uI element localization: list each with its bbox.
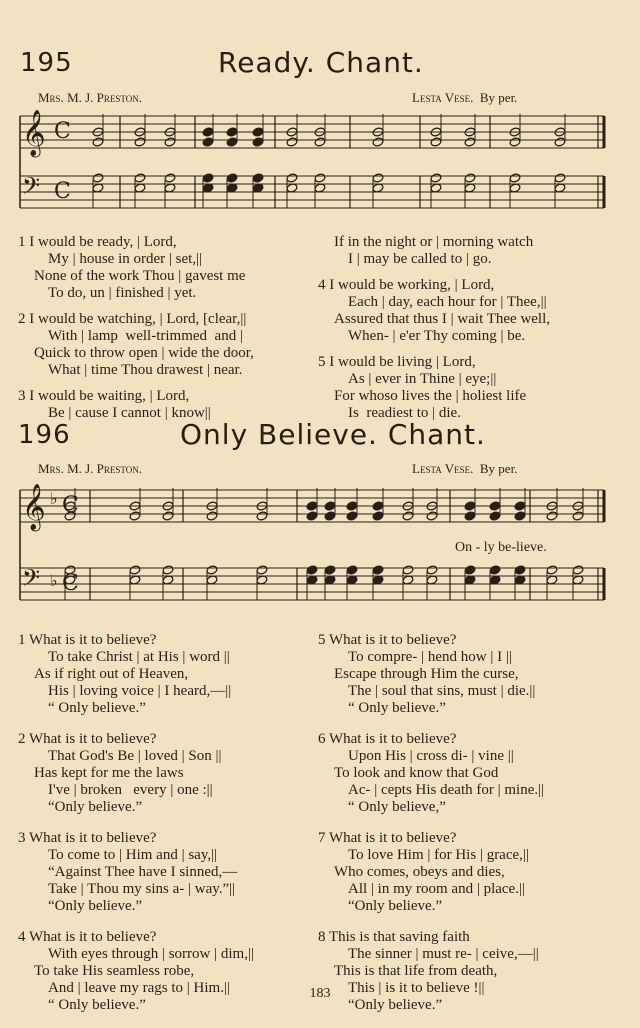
note-head [252, 173, 264, 183]
verse [318, 277, 550, 345]
note-head [226, 127, 238, 137]
verse-line: This | is it to believe !|| [348, 980, 485, 996]
verse-line: Who comes, obeys and dies, [334, 864, 505, 880]
note-head [546, 511, 558, 521]
verse-line: None of the work Thou | gavest me [34, 268, 246, 284]
verse-line: 1 I would be ready, | Lord, [18, 234, 177, 250]
note-head [514, 565, 526, 575]
note-head [346, 565, 358, 575]
treble-clef: 𝄞 [22, 484, 46, 530]
verse-line: 5 What is it to believe? [318, 632, 457, 648]
verse-line: My | house in order | set,|| [48, 251, 203, 267]
note-head [202, 137, 214, 147]
verse-line: “ Only believe.” [348, 700, 446, 716]
verse-line: If in the night or | morning watch [334, 234, 534, 250]
note-head [324, 511, 336, 521]
verse [18, 311, 254, 379]
verse-line: “Against Thee have I sinned,— [48, 864, 238, 880]
verse-line: “ Only believe.” [48, 700, 146, 716]
verse-line: Escape through Him the curse, [334, 666, 519, 682]
note-head [572, 565, 584, 575]
time-signature: C [62, 571, 79, 596]
note-head [509, 137, 521, 147]
verse-line: Has kept for me the laws [34, 765, 184, 781]
note-head [464, 565, 476, 575]
verse-line: 6 What is it to believe? [318, 731, 457, 747]
note-head [372, 501, 384, 511]
note-head [372, 511, 384, 521]
note-head [164, 137, 176, 147]
verse [18, 632, 254, 717]
verse [18, 234, 254, 302]
note-head [346, 501, 358, 511]
note-head [164, 173, 176, 183]
verse-line: 2 What is it to believe? [18, 731, 157, 747]
verse-line: That God's Be | loved | Son || [48, 748, 222, 764]
verse-line: Take | Thou my sins a- | way.”|| [48, 881, 236, 897]
bass-clef: 𝄢 [22, 172, 41, 205]
note-head [129, 565, 141, 575]
note-head [572, 511, 584, 521]
verse-line: 3 What is it to believe? [18, 830, 157, 846]
verse-line: “Only believe.” [48, 898, 143, 914]
note-head [426, 565, 438, 575]
verse-line: The | soul that sins, must | die.|| [348, 683, 536, 699]
verse-line: To look and know that God [334, 765, 499, 781]
flat-sign: ♭ [50, 573, 58, 590]
composer-credit: Lesta Vese. By per. [412, 461, 518, 476]
time-signature: C [54, 179, 71, 204]
note-head [92, 137, 104, 147]
verse-line: “Only believe.” [348, 898, 443, 914]
verse-line: I've | broken every | one :|| [48, 782, 213, 798]
note-head [489, 511, 501, 521]
note-head [286, 137, 298, 147]
time-signature: C [54, 119, 71, 144]
verse-line: To take Christ | at His | word || [48, 649, 230, 665]
note-head [314, 137, 326, 147]
verse-line: Assured that thus I | wait Thee well, [334, 311, 551, 327]
note-head [306, 511, 318, 521]
note-head [372, 565, 384, 575]
note-head [226, 137, 238, 147]
verse [318, 234, 550, 268]
verse-line: Is readiest to | die. [348, 405, 461, 421]
page-number: 183 [309, 986, 331, 1001]
verse-line: “ Only believe.” [48, 997, 146, 1013]
hymn-number: 195 [20, 48, 73, 78]
verse-line: “Only believe.” [348, 997, 443, 1013]
verse-line: 5 I would be living | Lord, [318, 354, 476, 370]
verse [318, 354, 550, 422]
note-head [92, 173, 104, 183]
note-head [134, 173, 146, 183]
note-head [464, 137, 476, 147]
verse-line: To come to | Him and | say,|| [48, 847, 218, 863]
note-head [346, 511, 358, 521]
verse-line: I | may be called to | go. [348, 251, 492, 267]
hymn-title: Only Believe. Chant. [180, 418, 486, 451]
verse-line: 3 I would be waiting, | Lord, [18, 388, 190, 404]
note-head [202, 173, 214, 183]
verse-line: To take His seamless robe, [34, 963, 195, 979]
verse [18, 830, 254, 915]
music-score [0, 106, 640, 224]
author-credit: Mrs. M. J. Preston. [38, 90, 143, 105]
verse-line: With | lamp well-trimmed and | [48, 328, 243, 344]
note-head [489, 501, 501, 511]
note-head [162, 511, 174, 521]
note-head [464, 511, 476, 521]
verse-line: 7 What is it to believe? [318, 830, 457, 846]
note-head [426, 511, 438, 521]
note-head [129, 511, 141, 521]
treble-clef: 𝄞 [22, 110, 46, 156]
note-head [324, 565, 336, 575]
verse-line: Quick to throw open | wide the door, [34, 345, 254, 361]
note-head [402, 511, 414, 521]
note-head [554, 137, 566, 147]
verse [18, 388, 254, 422]
note-head [162, 565, 174, 575]
bass-staff [20, 172, 604, 208]
treble-staff [20, 110, 604, 158]
verse-line: “ Only believe,” [348, 799, 446, 815]
note-head [489, 565, 501, 575]
verse-line: Ac- | cepts His death for | mine.|| [348, 782, 545, 798]
note-head [306, 565, 318, 575]
verse [318, 632, 544, 717]
note-head [546, 565, 558, 575]
note-head [372, 137, 384, 147]
time-signature: C [62, 493, 79, 518]
verse-line: When- | e'er Thy coming | be. [348, 328, 526, 344]
note-head [134, 137, 146, 147]
note-head [464, 173, 476, 183]
note-head [256, 565, 268, 575]
author-credit: Mrs. M. J. Preston. [38, 461, 143, 476]
note-head [252, 137, 264, 147]
verses-left [18, 632, 254, 1028]
bass-clef: 𝄢 [22, 564, 41, 597]
underlay-text: On - ly be-lieve. [455, 540, 547, 555]
verse-line: For whoso lives the | holiest life [334, 388, 527, 404]
verse-line: To love Him | for His | grace,|| [348, 847, 529, 863]
verse-line: 4 What is it to believe? [18, 929, 157, 945]
verse [318, 731, 544, 816]
verse-line: As if right out of Heaven, [34, 666, 189, 682]
verse-line: To do, un | finished | yet. [48, 285, 197, 301]
verse-line: The sinner | must re- | ceive,—|| [348, 946, 539, 962]
verse-line: This is that life from death, [334, 963, 498, 979]
note-head [402, 565, 414, 575]
verse-line: With eyes through | sorrow | dim,|| [48, 946, 254, 962]
verse-line: Upon His | cross di- | vine || [348, 748, 514, 764]
verse-line: Be | cause I cannot | know|| [48, 405, 211, 421]
verse-line: 8 This is that saving faith [318, 929, 470, 945]
note-head [514, 501, 526, 511]
verse-line: 1 What is it to believe? [18, 632, 157, 648]
verse-line: Each | day, each hour for | Thee,|| [348, 294, 547, 310]
verse-line: To compre- | hend how | I || [348, 649, 512, 665]
hymn-number: 196 [18, 420, 71, 450]
verse-line: “Only believe.” [48, 799, 143, 815]
note-head [226, 173, 238, 183]
hymn-title: Ready. Chant. [218, 46, 424, 79]
note-head [372, 173, 384, 183]
note-head [314, 173, 326, 183]
note-head [324, 501, 336, 511]
note-head [509, 173, 521, 183]
verse-line: 4 I would be working, | Lord, [318, 277, 495, 293]
note-head [306, 501, 318, 511]
note-head [514, 511, 526, 521]
verse-line: And | leave my rags to | Him.|| [48, 980, 230, 996]
verse [18, 731, 254, 816]
note-head [554, 173, 566, 183]
verses-right [318, 632, 544, 1028]
note-head [256, 511, 268, 521]
verse-line: What | time Thou drawest | near. [48, 362, 243, 378]
verse-line: 2 I would be watching, | Lord, [clear,|| [18, 311, 247, 327]
note-head [206, 511, 218, 521]
verse [318, 830, 544, 915]
flat-sign: ♭ [50, 491, 58, 508]
note-head [430, 137, 442, 147]
composer-credit: Lesta Vese. By per. [412, 90, 518, 105]
verses-right [318, 234, 550, 431]
note-head [206, 565, 218, 575]
verse-line: As | ever in Thine | eye;|| [348, 371, 497, 387]
verses-left [18, 234, 254, 431]
note-head [430, 173, 442, 183]
verse-line: All | in my room and | place.|| [348, 881, 525, 897]
note-head [464, 501, 476, 511]
verse-line: His | loving voice | I heard,—|| [48, 683, 232, 699]
note-head [252, 127, 264, 137]
note-head [286, 173, 298, 183]
note-head [202, 127, 214, 137]
